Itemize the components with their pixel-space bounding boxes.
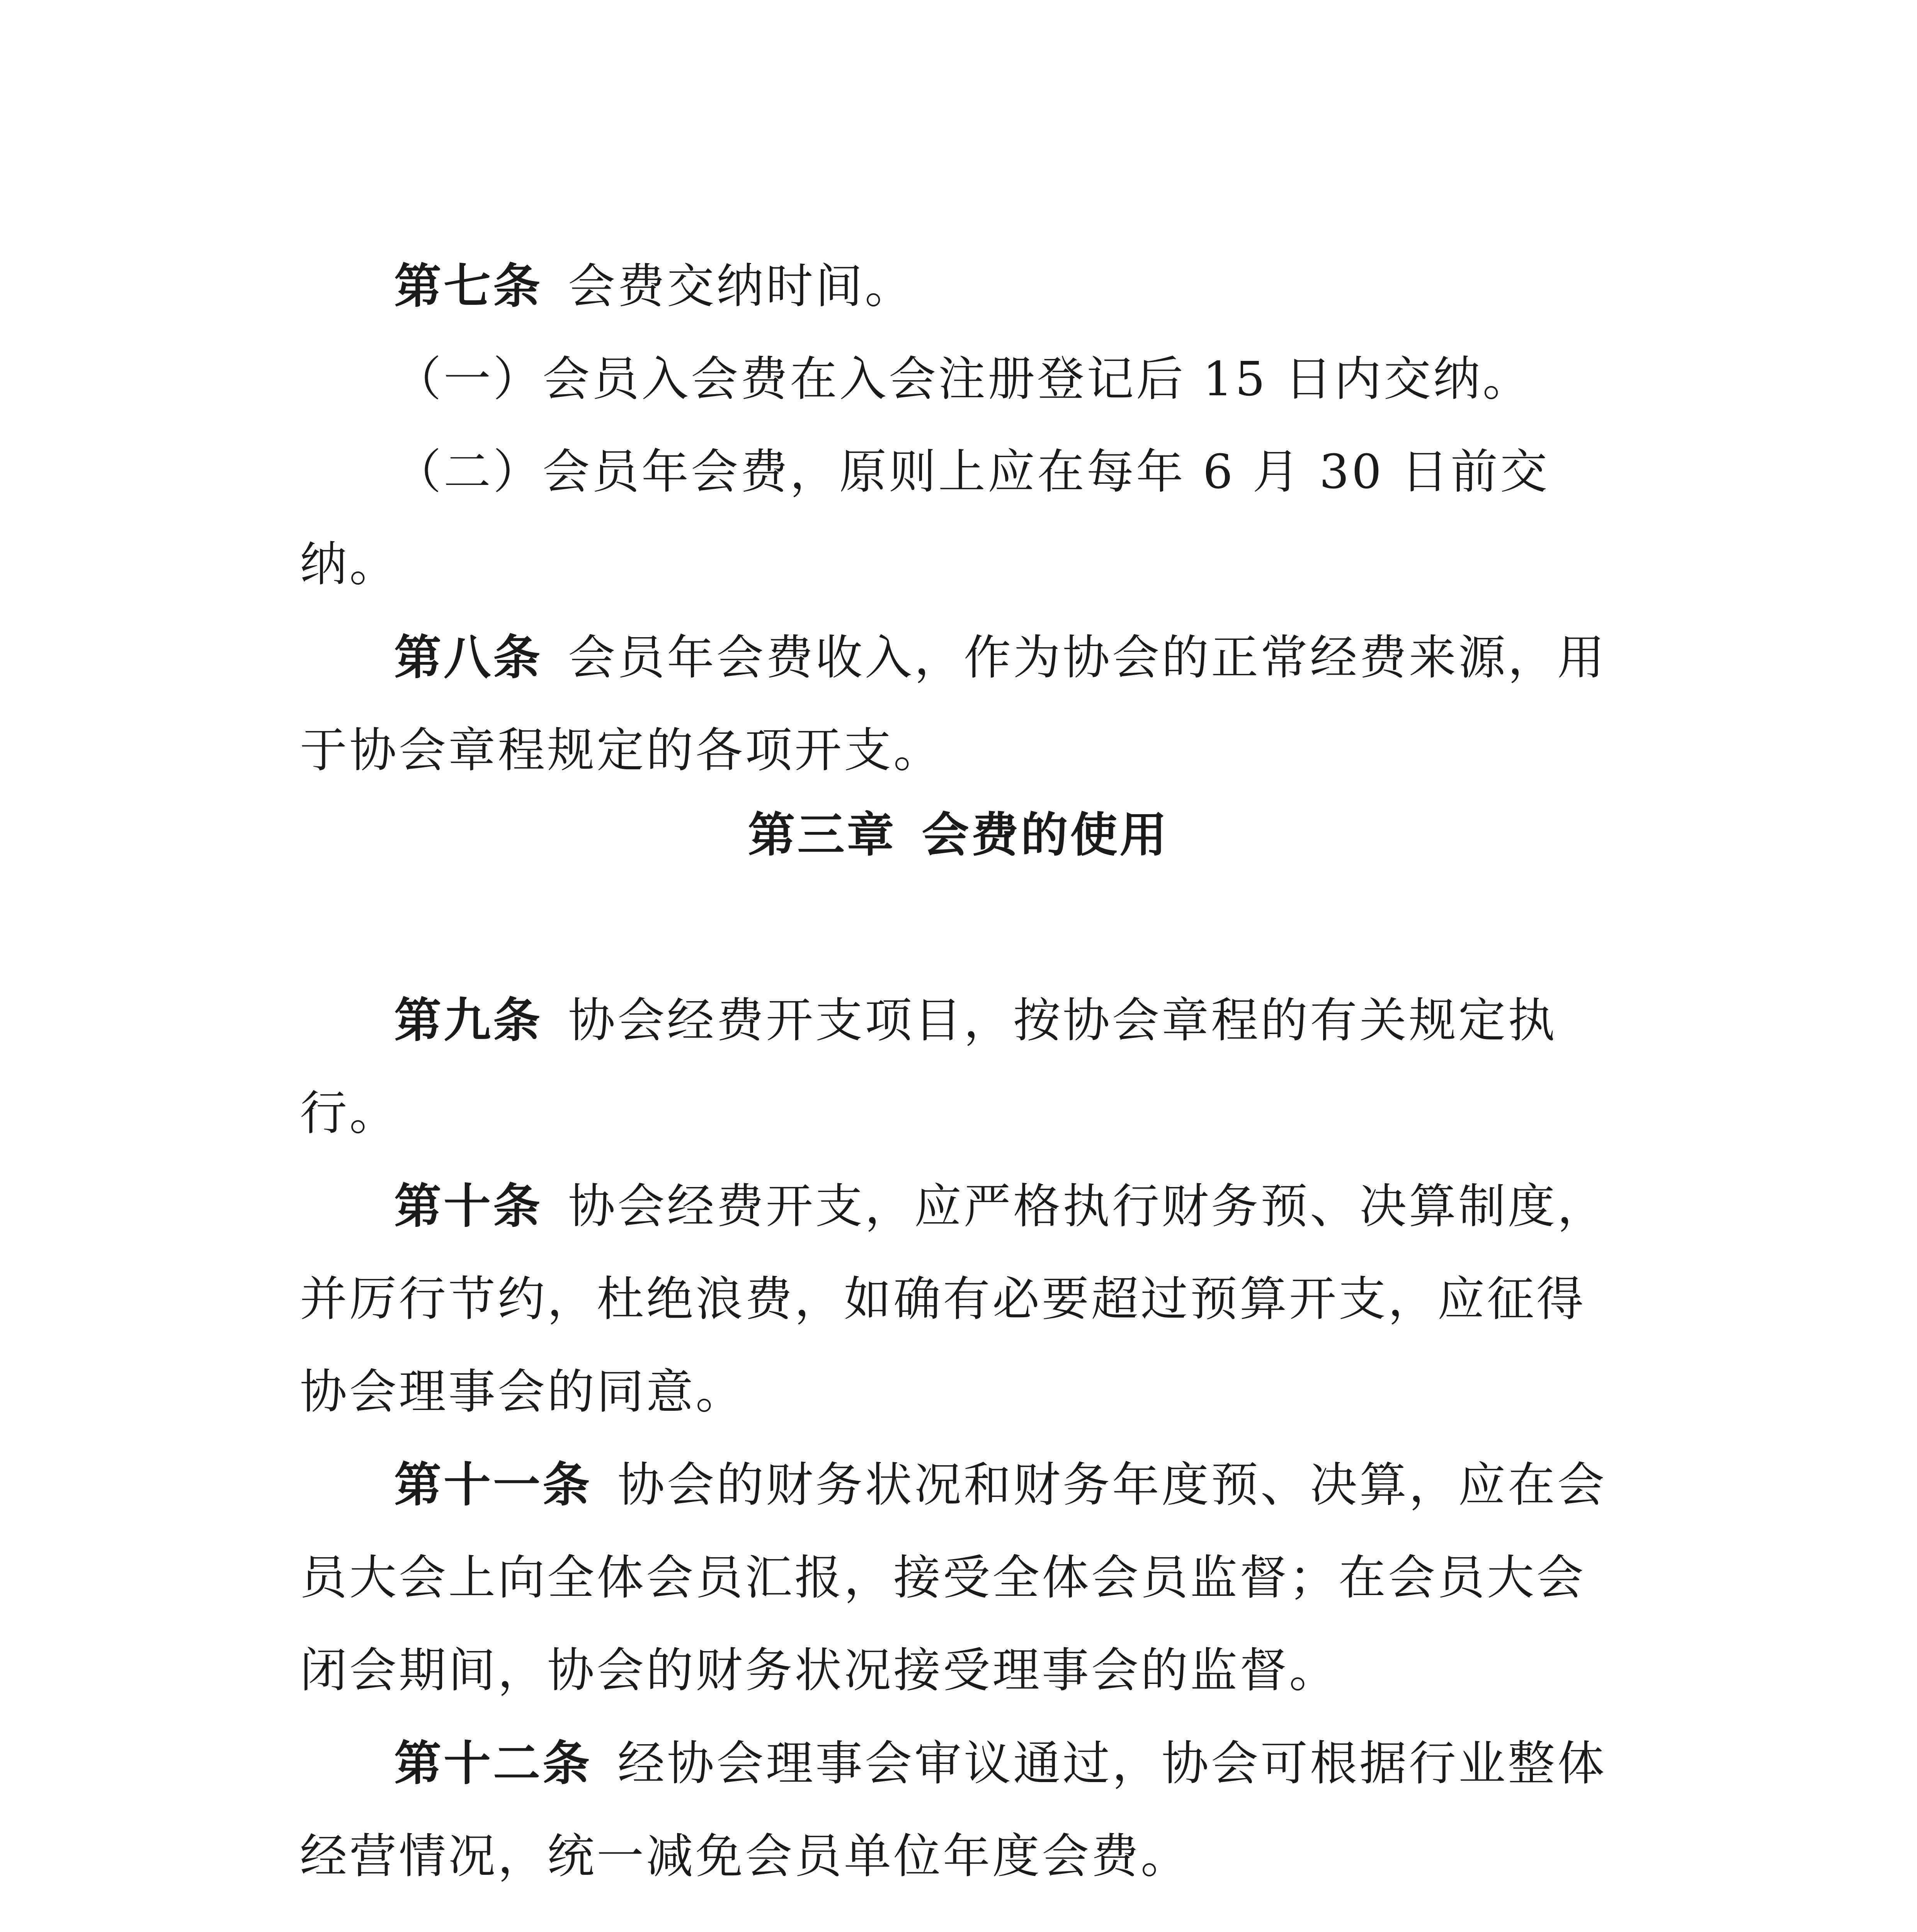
article-10-text: 协会经费开支，应严格执行财务预、决算制度，并厉行节约，杜绝浪费，如确有必要超过预算开支，应征得协会理事会的同意。 bbox=[300, 1179, 1607, 1419]
article-9 bbox=[300, 974, 1629, 1160]
article-7-item-1 bbox=[300, 333, 1629, 425]
text-block-chapter3 bbox=[300, 974, 1629, 1903]
article-12-heading: 第十二条 bbox=[394, 1735, 592, 1791]
article-12-text: 经协会理事会审议通过，协会可根据行业整体经营情况，统一减免会员单位年度会费。 bbox=[300, 1736, 1607, 1884]
article-7 bbox=[300, 240, 1629, 333]
article-7-item-2-text: （二）会员年会费，原则上应在每年 6 月 30 日前交纳。 bbox=[300, 444, 1550, 592]
article-7-text: 会费交纳时间。 bbox=[568, 259, 914, 314]
article-11-text: 协会的财务状况和财务年度预、决算，应在会员大会上向全体会员汇报，接受全体会员监督；在会员大会闭会期间，协会的财务状况接受理事会的监督。 bbox=[300, 1458, 1607, 1698]
article-7-item-2 bbox=[300, 425, 1629, 611]
chapter-name: 会费的使用 bbox=[922, 807, 1169, 862]
article-7-item-1-text: （一）会员入会费在入会注册登记后 15 日内交纳。 bbox=[394, 352, 1532, 406]
article-10 bbox=[300, 1160, 1629, 1438]
article-10-heading: 第十条 bbox=[394, 1178, 543, 1234]
article-11 bbox=[300, 1438, 1629, 1717]
article-7-heading: 第七条 bbox=[394, 258, 543, 314]
article-12 bbox=[300, 1717, 1629, 1903]
article-9-heading: 第九条 bbox=[394, 992, 543, 1048]
chapter-title bbox=[0, 788, 1917, 881]
article-11-heading: 第十一条 bbox=[394, 1457, 592, 1512]
article-8-heading: 第八条 bbox=[394, 629, 543, 685]
text-block-chapter2-end bbox=[300, 240, 1629, 797]
article-8-text: 会员年会费收入，作为协会的正常经费来源，用于协会章程规定的各项开支。 bbox=[300, 630, 1607, 778]
article-9-text: 协会经费开支项目，按协会章程的有关规定执行。 bbox=[300, 993, 1557, 1141]
article-8 bbox=[300, 611, 1629, 797]
chapter-number: 第三章 bbox=[748, 807, 896, 862]
